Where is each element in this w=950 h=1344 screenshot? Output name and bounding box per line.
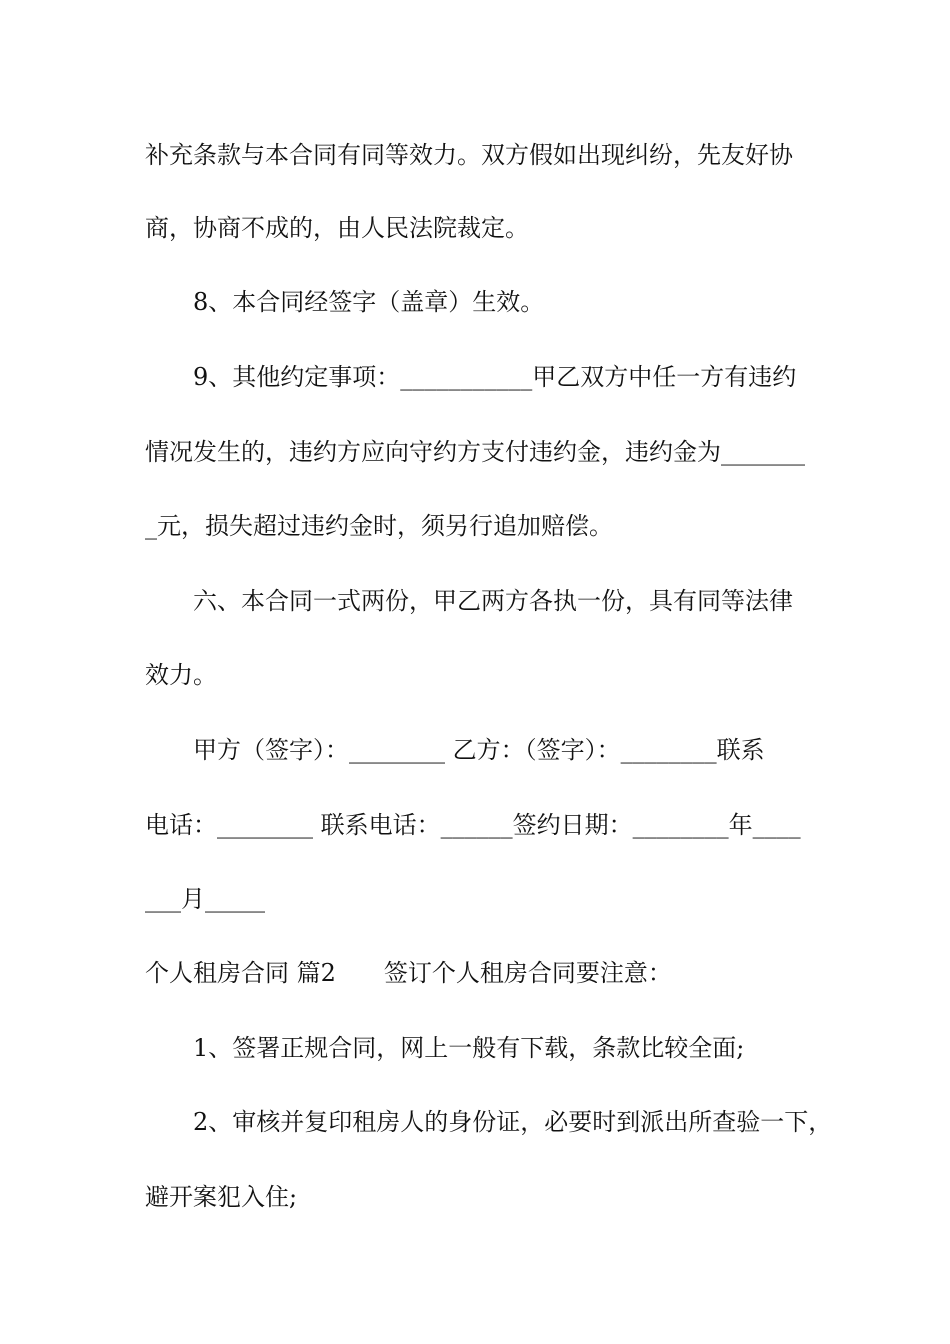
- text-line: _元，损失超过违约金时，须另行追加赔偿。: [145, 512, 613, 540]
- text-line: 2、审核并复印租房人的身份证，必要时到派出所查验一下，: [193, 1108, 833, 1136]
- text-line: 避开案犯入住;: [145, 1183, 298, 1211]
- text-line: 情况发生的，违约方应向守约方支付违约金，违约金为_______: [145, 438, 805, 466]
- text-line: 9、其他约定事项：___________甲乙双方中任一方有违约: [193, 363, 797, 391]
- text-line: 8、本合同经签字（盖章）生效。: [193, 288, 545, 316]
- text-line: 补充条款与本合同有同等效力。双方假如出现纠纷，先友好协: [145, 141, 793, 169]
- section-heading: 个人租房合同 篇2 签订个人租房合同要注意：: [145, 959, 672, 987]
- text-line: 六、本合同一式两份，甲乙两方各执一份，具有同等法律: [193, 587, 793, 615]
- text-line: 效力。: [145, 661, 217, 689]
- text-line: 甲方（签字）：________ 乙方：（签字）：________联系: [193, 736, 765, 764]
- text-line: 1、签署正规合同，网上一般有下载，条款比较全面;: [193, 1034, 745, 1062]
- text-line: ___月_____: [145, 885, 265, 913]
- text-line: 电话：________ 联系电话：______签约日期：________年____: [145, 811, 801, 839]
- text-line: 商，协商不成的，由人民法院裁定。: [145, 214, 529, 242]
